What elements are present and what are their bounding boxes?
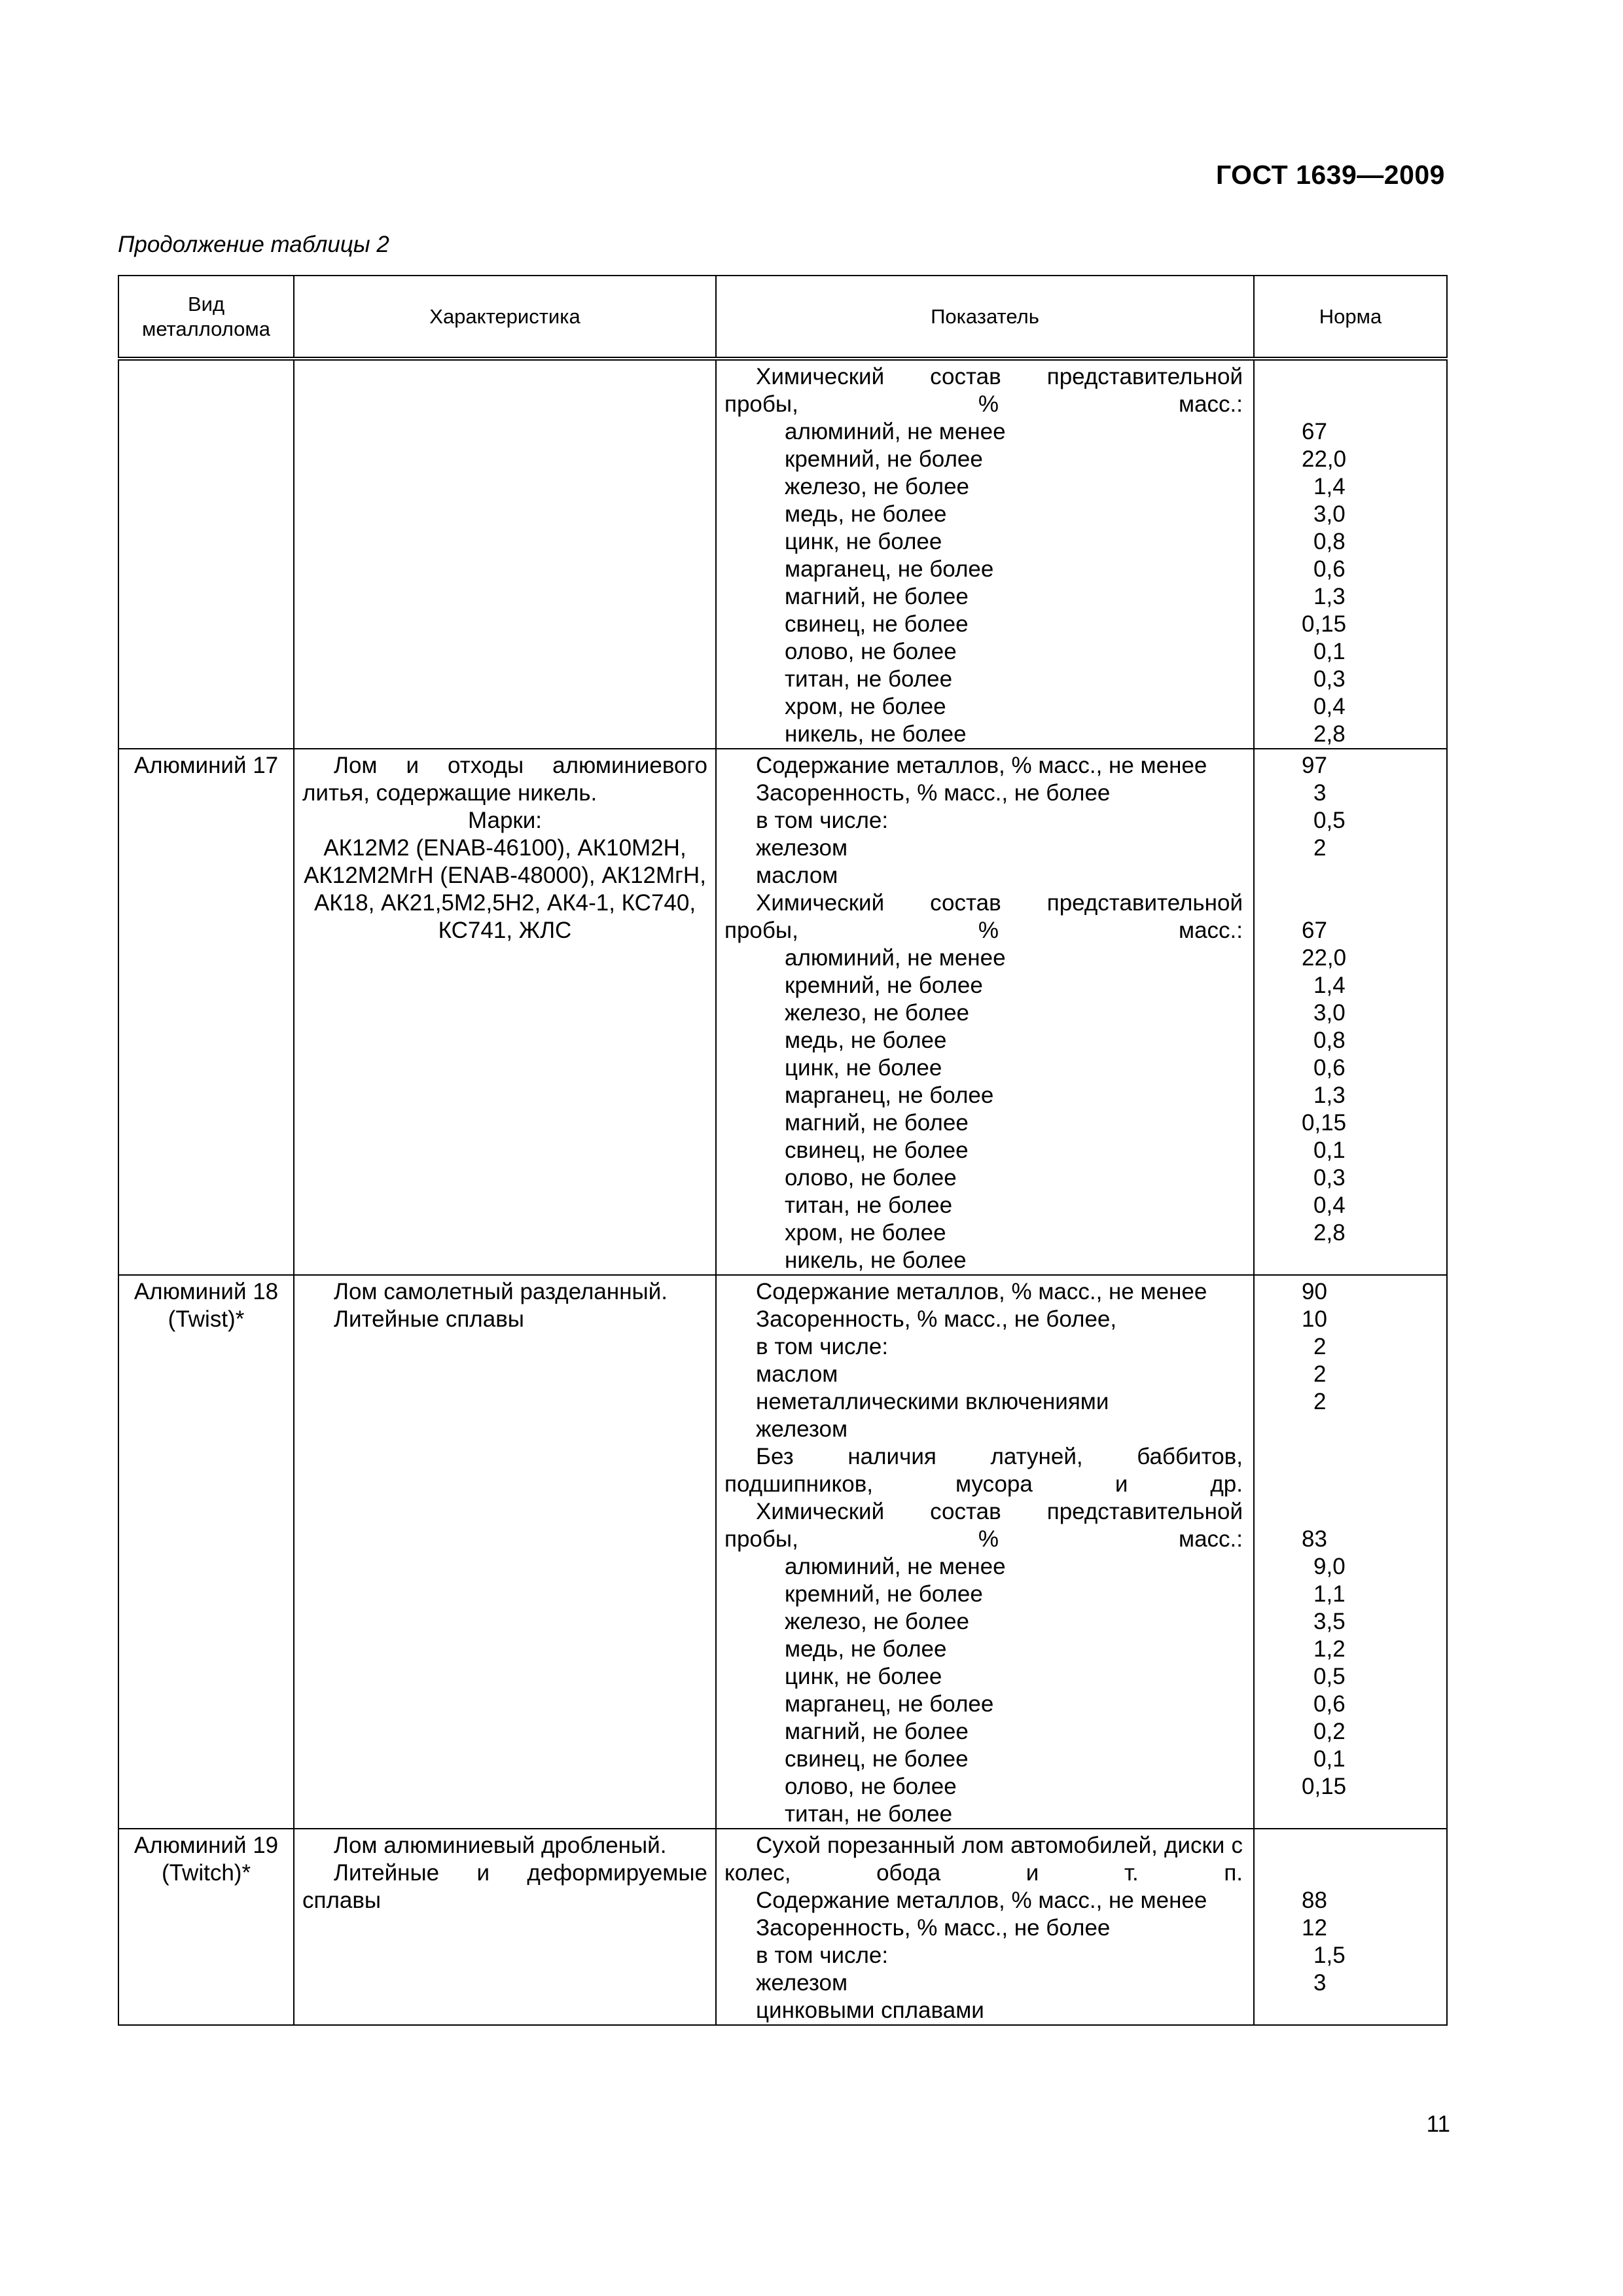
characteristic-line: Лом и отходы алюминиевого литья, содержащие никель. <box>302 753 707 806</box>
norm-value: 0,8 <box>1313 529 1346 554</box>
cell-indicators <box>716 749 1254 1275</box>
indicator-line: хром, не более <box>785 1220 946 1246</box>
norm-value: 0,6 <box>1313 1055 1346 1081</box>
indicator-line: маслом <box>756 863 838 888</box>
norm-value: 0,5 <box>1313 1664 1346 1689</box>
indicator-line: неметаллическими включениями <box>756 1389 1109 1414</box>
norm-value: 10 <box>1302 1306 1327 1332</box>
cell-norms <box>1254 1275 1447 1829</box>
column-header-scrap-type: Вид металлолома <box>118 276 294 359</box>
norm-value: 0,4 <box>1313 1193 1346 1218</box>
norm-value <box>1302 1416 1441 1471</box>
norm-value: 22,0 <box>1302 945 1347 971</box>
indicator-line: Химический состав представительной пробы, % масс.: <box>724 364 1243 417</box>
cell-characteristic <box>294 359 716 749</box>
norm-value: 2 <box>1313 835 1327 861</box>
indicator-line: олово, не более <box>785 1774 957 1799</box>
norm-value: 0,6 <box>1313 556 1346 582</box>
norm-value: 0,5 <box>1313 808 1346 833</box>
indicator-line: титан, не более <box>785 1801 953 1827</box>
indicator-line: Химический состав представительной пробы, % масс.: <box>724 1499 1243 1552</box>
indicator-line: Без наличия латуней, баббитов, подшипников, мусора и др. <box>724 1444 1243 1497</box>
cell-indicators <box>716 1275 1254 1829</box>
norm-value: 2 <box>1313 1334 1327 1359</box>
cell-characteristic <box>294 1829 716 2025</box>
characteristic-line: Лом алюминиевый дробленый. <box>334 1833 667 1858</box>
norm-value: 12 <box>1302 1915 1327 1941</box>
indicator-line: марганец, не более <box>785 1691 994 1717</box>
indicator-line: медь, не более <box>785 1636 947 1662</box>
indicator-line: медь, не более <box>785 501 947 527</box>
norm-value: 97 <box>1302 753 1327 778</box>
indicator-line: магний, не более <box>785 1719 969 1744</box>
indicator-line: алюминий, не менее <box>785 1554 1006 1579</box>
norm-value: 2 <box>1313 1361 1327 1387</box>
cell-characteristic <box>294 749 716 1275</box>
norm-value: 1,3 <box>1313 1083 1346 1108</box>
indicator-line: свинец, не более <box>785 611 969 637</box>
norm-value: 3 <box>1313 1970 1327 1996</box>
norm-value: 90 <box>1302 1279 1327 1304</box>
cell-scrap-type: Алюминий 18 (Twist)* <box>118 1275 294 1829</box>
norm-value: 0,1 <box>1313 1746 1346 1772</box>
indicator-line: железо, не более <box>785 1000 970 1026</box>
table-header-row <box>118 276 1447 359</box>
norm-value: 1,1 <box>1313 1581 1346 1607</box>
indicator-line: никель, не более <box>785 721 967 747</box>
standard-code: ГОСТ 1639—2009 <box>1215 160 1445 190</box>
norm-value: 1,2 <box>1313 1636 1346 1662</box>
indicator-line: Содержание металлов, % масс., не менее <box>756 1888 1207 1913</box>
indicator-line: титан, не более <box>785 666 953 692</box>
norm-value: 2,8 <box>1313 1220 1346 1246</box>
cell-scrap-type: Алюминий 19 (Twitch)* <box>118 1829 294 2025</box>
cell-scrap-type <box>118 359 294 749</box>
indicator-line: цинковыми сплавами <box>756 1998 984 2023</box>
column-header-indicator: Показатель <box>716 276 1254 359</box>
table-row <box>118 1275 1447 1829</box>
column-header-norm: Норма <box>1254 276 1447 359</box>
characteristic-line: Литейные и деформируемые сплавы <box>302 1860 707 1913</box>
indicator-line: олово, не более <box>785 639 957 664</box>
indicator-line: Содержание металлов, % масс., не менее <box>756 753 1207 778</box>
norm-value: 88 <box>1302 1888 1327 1913</box>
indicator-line: железом <box>756 1970 848 1996</box>
norm-value <box>1302 1471 1441 1526</box>
table-row <box>118 749 1447 1275</box>
indicator-line: никель, не более <box>785 1247 967 1273</box>
cell-indicators <box>716 359 1254 749</box>
indicator-line: Засоренность, % масс., не более, <box>756 1306 1117 1332</box>
norm-value: 0,1 <box>1313 639 1346 664</box>
indicator-line: в том числе: <box>756 1334 889 1359</box>
cell-norms <box>1254 359 1447 749</box>
requirements-table <box>118 275 1448 2026</box>
norm-value: 2,8 <box>1313 721 1346 747</box>
indicator-line: хром, не более <box>785 694 946 719</box>
norm-value: 0,8 <box>1313 1028 1346 1053</box>
characteristic-line: Лом самолетный разделанный. <box>334 1279 668 1304</box>
indicator-line: железом <box>756 835 848 861</box>
norm-value: 0,15 <box>1302 1774 1347 1799</box>
norm-value: 1,4 <box>1313 973 1346 998</box>
norm-value: 3 <box>1313 780 1327 806</box>
characteristic-line: Литейные сплавы <box>334 1306 524 1332</box>
norm-value: 83 <box>1302 1526 1327 1552</box>
norm-value: 1,3 <box>1313 584 1346 609</box>
indicator-line: марганец, не более <box>785 1083 994 1108</box>
indicator-line: кремний, не более <box>785 1581 983 1607</box>
norm-value <box>1302 363 1441 418</box>
norm-value: 3,5 <box>1313 1609 1346 1634</box>
norm-value: 9,0 <box>1313 1554 1346 1579</box>
norm-value: 0,2 <box>1313 1719 1346 1744</box>
indicator-line: алюминий, не менее <box>785 419 1006 444</box>
indicator-line: железо, не более <box>785 474 970 499</box>
characteristic-line: Марки: <box>467 808 543 833</box>
table-row <box>118 359 1447 749</box>
indicator-line: магний, не более <box>785 584 969 609</box>
indicator-line: в том числе: <box>756 808 889 833</box>
norm-value <box>1302 1832 1441 1887</box>
indicator-line: магний, не более <box>785 1110 969 1136</box>
indicator-line: Химический состав представительной пробы, % масс.: <box>724 890 1243 943</box>
norm-value: 0,15 <box>1302 1110 1347 1136</box>
cell-indicators <box>716 1829 1254 2025</box>
norm-value: 0,4 <box>1313 694 1346 719</box>
norm-value: 1,5 <box>1313 1943 1346 1968</box>
page-number: 11 <box>1426 2111 1450 2137</box>
indicator-line: железо, не более <box>785 1609 970 1634</box>
cell-characteristic <box>294 1275 716 1829</box>
indicator-line: свинец, не более <box>785 1746 969 1772</box>
indicator-line: железом <box>756 1416 848 1442</box>
norm-value: 0,15 <box>1302 611 1347 637</box>
norm-value: 2 <box>1313 1389 1327 1414</box>
norm-value: 67 <box>1302 419 1327 444</box>
indicator-line: маслом <box>756 1361 838 1387</box>
norm-value: 0,3 <box>1313 1165 1346 1191</box>
norm-value: 0,3 <box>1313 666 1346 692</box>
table-row <box>118 1829 1447 2025</box>
indicator-line: Засоренность, % масс., не более <box>756 780 1111 806</box>
indicator-line: в том числе: <box>756 1943 889 1968</box>
table-caption: Продолжение таблицы 2 <box>118 232 389 257</box>
norm-value: 3,0 <box>1313 1000 1346 1026</box>
indicator-line: цинк, не более <box>785 529 942 554</box>
indicator-line: кремний, не более <box>785 973 983 998</box>
characteristic-line: АК12М2 (ENAB-46100), АК10М2Н, АК12М2МгН (ENAB-48000), АК12МгН, АК18, АК21,5М2,5Н2, АК4-1, КС740, КС741, ЖЛС <box>304 835 706 943</box>
norm-value: 22,0 <box>1302 446 1347 472</box>
norm-value: 0,1 <box>1313 1138 1346 1163</box>
indicator-line: свинец, не более <box>785 1138 969 1163</box>
norm-value <box>1302 862 1441 917</box>
indicator-line: Содержание металлов, % масс., не менее <box>756 1279 1207 1304</box>
indicator-line: титан, не более <box>785 1193 953 1218</box>
norm-value: 67 <box>1302 918 1327 943</box>
cell-norms <box>1254 749 1447 1275</box>
indicator-line: Сухой порезанный лом автомобилей, диски с колес, обода и т. п. <box>724 1833 1243 1886</box>
indicator-line: алюминий, не менее <box>785 945 1006 971</box>
norm-value: 1,4 <box>1313 474 1346 499</box>
column-header-characteristic: Характеристика <box>294 276 716 359</box>
indicator-line: цинк, не более <box>785 1055 942 1081</box>
indicator-line: медь, не более <box>785 1028 947 1053</box>
cell-norms <box>1254 1829 1447 2025</box>
indicator-line: кремний, не более <box>785 446 983 472</box>
indicator-line: марганец, не более <box>785 556 994 582</box>
norm-value: 0,6 <box>1313 1691 1346 1717</box>
indicator-line: Засоренность, % масс., не более <box>756 1915 1111 1941</box>
indicator-line: цинк, не более <box>785 1664 942 1689</box>
indicator-line: олово, не более <box>785 1165 957 1191</box>
cell-scrap-type: Алюминий 17 <box>118 749 294 1275</box>
norm-value: 3,0 <box>1313 501 1346 527</box>
